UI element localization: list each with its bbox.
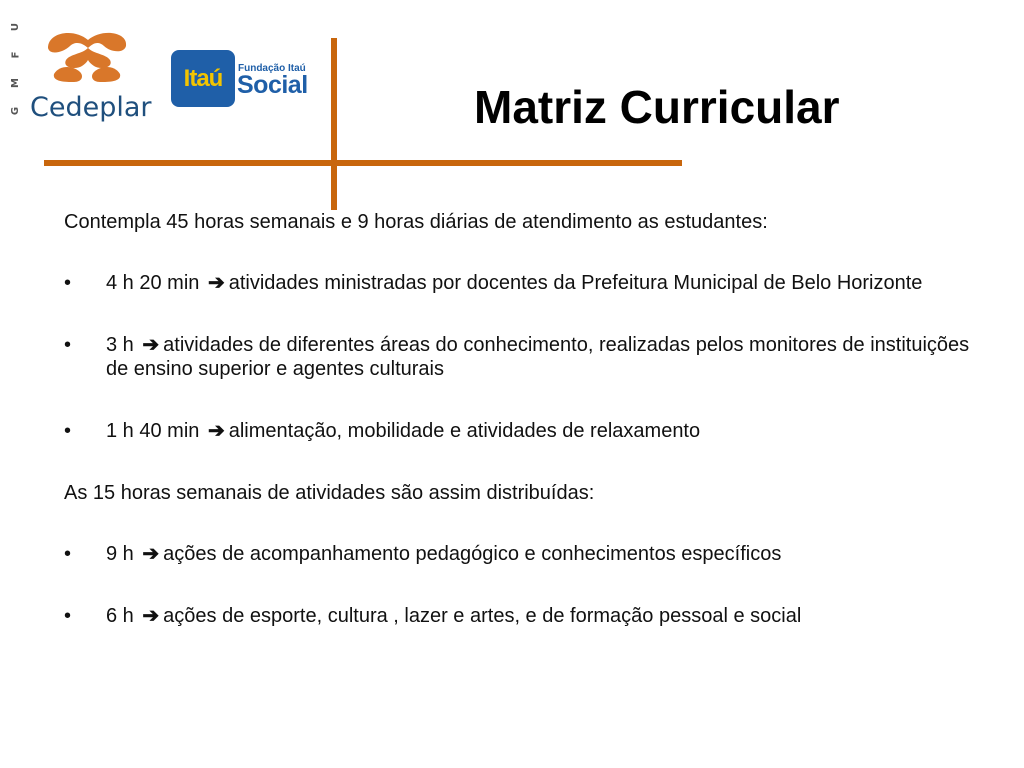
- bullet-marker: •: [64, 605, 72, 627]
- bullet-marker: •: [64, 334, 72, 356]
- ufmg-letter: F: [10, 51, 21, 59]
- ufmg-letter: M: [9, 78, 21, 88]
- list-item: [64, 271, 984, 295]
- slide-content: [64, 210, 984, 628]
- item-text: ações de esporte, cultura , lazer e artes, e de formação pessoal e social: [163, 605, 802, 627]
- arrow-right-icon: ➔: [207, 420, 225, 442]
- bullet-marker: •: [64, 420, 72, 442]
- hours-label: 6 h: [106, 605, 134, 627]
- hours-label: 1 h 40 min: [106, 420, 200, 442]
- bullet-marker: •: [64, 272, 72, 294]
- item-text: alimentação, mobilidade e atividades de relaxamento: [228, 420, 701, 442]
- ufmg-letter: G: [10, 106, 21, 116]
- item-text: atividades de diferentes áreas do conhecimento, realizadas pelos monitores de instituições de ensino superior e agentes culturais: [106, 334, 970, 380]
- cedeplar-logo: [30, 26, 150, 126]
- hours-label: 4 h 20 min: [106, 272, 200, 294]
- list-item: [64, 542, 984, 566]
- arrow-right-icon: ➔: [142, 605, 160, 627]
- decorative-horizontal-line: [44, 160, 682, 166]
- bullet-marker: •: [64, 543, 72, 565]
- cedeplar-name: Cedeplar: [30, 92, 152, 123]
- decorative-vertical-line: [331, 38, 337, 210]
- fundacao-itau-text: Fundação Itaú: [238, 63, 306, 74]
- ufmg-letter: U: [10, 22, 21, 32]
- slide-title: Matriz Curricular: [474, 81, 840, 133]
- social-text: Social: [237, 71, 308, 99]
- arrow-right-icon: ➔: [142, 334, 160, 356]
- hours-label: 9 h: [106, 543, 134, 565]
- section1-intro: Contempla 45 horas semanais e 9 horas diárias de atendimento as estudantes:: [64, 211, 768, 233]
- list-item: [64, 333, 984, 381]
- itau-social-logo: [171, 50, 308, 108]
- hours-label: 3 h: [106, 334, 134, 356]
- item-text: ações de acompanhamento pedagógico e conhecimentos específicos: [163, 543, 782, 565]
- itau-box-logo: Itaú: [171, 50, 235, 107]
- arrow-right-icon: ➔: [142, 543, 160, 565]
- arrow-right-icon: ➔: [207, 272, 225, 294]
- section2-intro: As 15 horas semanais de atividades são assim distribuídas:: [64, 482, 595, 504]
- list-item: [64, 604, 984, 628]
- list-item: [64, 419, 984, 443]
- cedeplar-emblem-icon: [44, 26, 130, 90]
- item-text: atividades ministradas por docentes da Prefeitura Municipal de Belo Horizonte: [228, 272, 923, 294]
- ufmg-vertical-logo: [8, 22, 24, 116]
